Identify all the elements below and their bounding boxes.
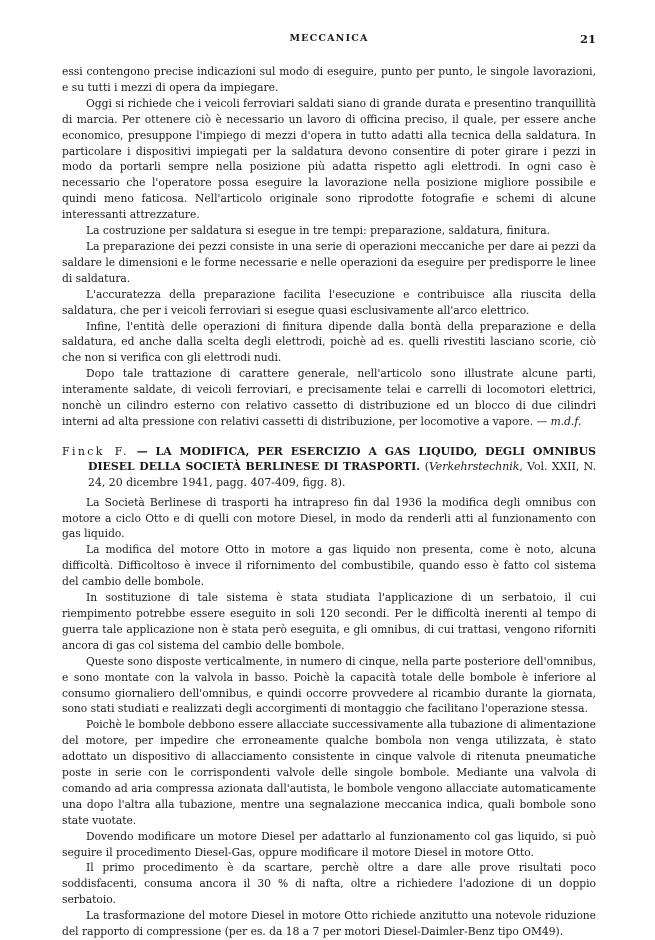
paragraph: In sostituzione di tale sistema è stata studiata l'applicazione di un serbatoio, il cui riempimento potrebbe essere eseguito in soli 120 secondi. Per le difficoltà inerenti al tempo di guerra tale applicazione non è stata però eseguita, e gli omnibus, di cui trattasi, vengono riforniti ancora di gas col sistema del cambio delle bombole. [62,591,596,652]
author-signature: m.d.f. [550,414,582,428]
citation-title: — LA MODIFICA, PER ESERCIZIO A GAS LIQUIDO, DEGLI OMNIBUS DIESEL DELLA SOCIETÀ BERLINESE DI TRASPORTI. [88,444,596,474]
paragraph: Infine, l'entità delle operazioni di finitura dipende dalla bontà della preparazione e della saldatura, ed anche dalla scelta degli elettrodi, poichè ad es. quelli rivestiti lasciano scorie, ciò che non si verifica con gli elettrodi nudi. [62,319,596,365]
paragraph-text: Dopo tale trattazione di carattere generale, nell'articolo sono illustrate alcune parti, interamente saldate, di veicoli ferroviari, e precisamente telai e carrelli di locomotori elettrici, nonchè un cilindro esterno con relativo cassetto di distribuzione ed un blocco di due cilindri interni ad alta pressione con relativi cassetti di distribuzione, per locomotive a vapore. — [62,367,596,428]
paragraph: La trasformazione del motore Diesel in motore Otto richiede anzitutto una notevole riduzione del rapporto di compressione (per es. da 18 a 7 per motori Diesel-Daimler-Benz tipo OM49). [62,909,596,939]
page-number: 21 [579,32,596,46]
paragraph: L'accuratezza della preparazione facilita l'esecuzione e contribuisce alla riuscita della saldatura, che per i veicoli ferroviari si esegue quasi esclusivamente all'arco elettrico. [62,287,596,317]
paragraph: La modifica del motore Otto in motore a gas liquido non presenta, come è noto, alcuna difficoltà. Difficoltoso è invece il rifornimento del combustibile, quando esso è fatto col sistema del cambio delle bombole. [62,543,596,589]
paragraph: La costruzione per saldatura si esegue in tre tempi: preparazione, saldatura, finitura. [86,224,550,238]
article-citation: Finck F. — LA MODIFICA, PER ESERCIZIO A GAS LIQUIDO, DEGLI OMNIBUS DIESEL DELLA SOCIETÀ BERLINESE DI TRASPORTI. (Verkehrstechnik, Vol. XXII, N. 24, 20 dicembre 1941, pagg. 407-409, figg. 8). [62,444,596,490]
paragraph: Oggi si richiede che i veicoli ferroviari saldati siano di grande durata e presentino tranquillità di marcia. Per ottenere ciò è necessario un lavoro di officina preciso, il quale, per essere anche economico, presuppone l'impiego di mezzi d'opera in tutto adatti alla tecnica della saldatura. In particolare i dispositivi impiegati per la saldatura devono consentire di poter girare i pezzi in modo da portarli sempre nella posizione più adatta rispetto agli elettrodi. In ogni caso è necessario che l'operatore possa eseguire la lavorazione nella posizione migliore possibile e quindi meno faticosa. Nell'articolo originale sono riprodotte fotografie e schemi di alcune interessanti attrezzature. [62,96,596,222]
paragraph-with-signature [62,366,596,430]
paragraph: Il primo procedimento è da scartare, perchè oltre a dare alle prove risultati poco soddisfacenti, consuma ancora il 30 % di nafta, oltre a richiedere l'adozione di un doppio serbatoio. [62,861,596,907]
running-title: MECCANICA [289,33,369,44]
paragraph: La preparazione dei pezzi consiste in una serie di operazioni meccaniche per dare ai pezzi da saldare le dimensioni e le forme necessarie e nelle operazioni da eseguire per predisporre le linee di saldatura. [62,239,596,285]
body-text [62,64,596,940]
paragraph: Queste sono disposte verticalmente, in numero di cinque, nella parte posteriore dell'omnibus, e sono montate con la valvola in basso. Poichè la capacità totale delle bombole è inferiore al consumo giornaliero dell'omnibus, e quindi occorre provvedere al ricambio durante la giornata, sono stati studiati e realizzati degli accorgimenti di montaggio che facilitano l'operazione stessa. [62,654,596,716]
citation-author: Finck F. [62,444,129,458]
citation-journal: Verkehrstechnik [428,460,520,474]
paragraph: Poichè le bombole debbono essere allacciate successivamente alla tubazione di alimentazione del motore, per impedire che erroneamente qualche bombola non venga utilizzata, è stato adottato un dispositivo di allacciamento consistente in cinque valvole di ritenuta pneumatiche poste in serie con le corrispondenti valvole delle singole bombole. Mediante una valvola di comando ad aria compressa azionata dall'autista, le bombole vengono allacciate automaticamente una dopo l'altra alla tubazione, mentre una segnalazione meccanica indica, quali bombole sono state vuotate. [62,718,596,827]
paragraph: La Società Berlinese di trasporti ha intrapreso fin dal 1936 la modifica degli omnibus con motore a ciclo Otto e di quelli con motore Diesel, in modo da renderli atti al funzionamento con gas liquido. [62,495,596,541]
page-header [62,33,596,47]
paragraph: essi contengono precise indicazioni sul modo di eseguire, punto per punto, le singole lavorazioni, e su tutti i mezzi di opera da impiegare. [62,65,596,94]
paragraph: Dovendo modificare un motore Diesel per adattarlo al funzionamento col gas liquido, si può seguire il procedimento Diesel-Gas, oppure modificare il motore Diesel in motore Otto. [62,829,596,859]
citation-reference: , Vol. XXII, N. 24, 20 dicembre 1941, pagg. 407-409, figg. 8). [88,460,596,490]
